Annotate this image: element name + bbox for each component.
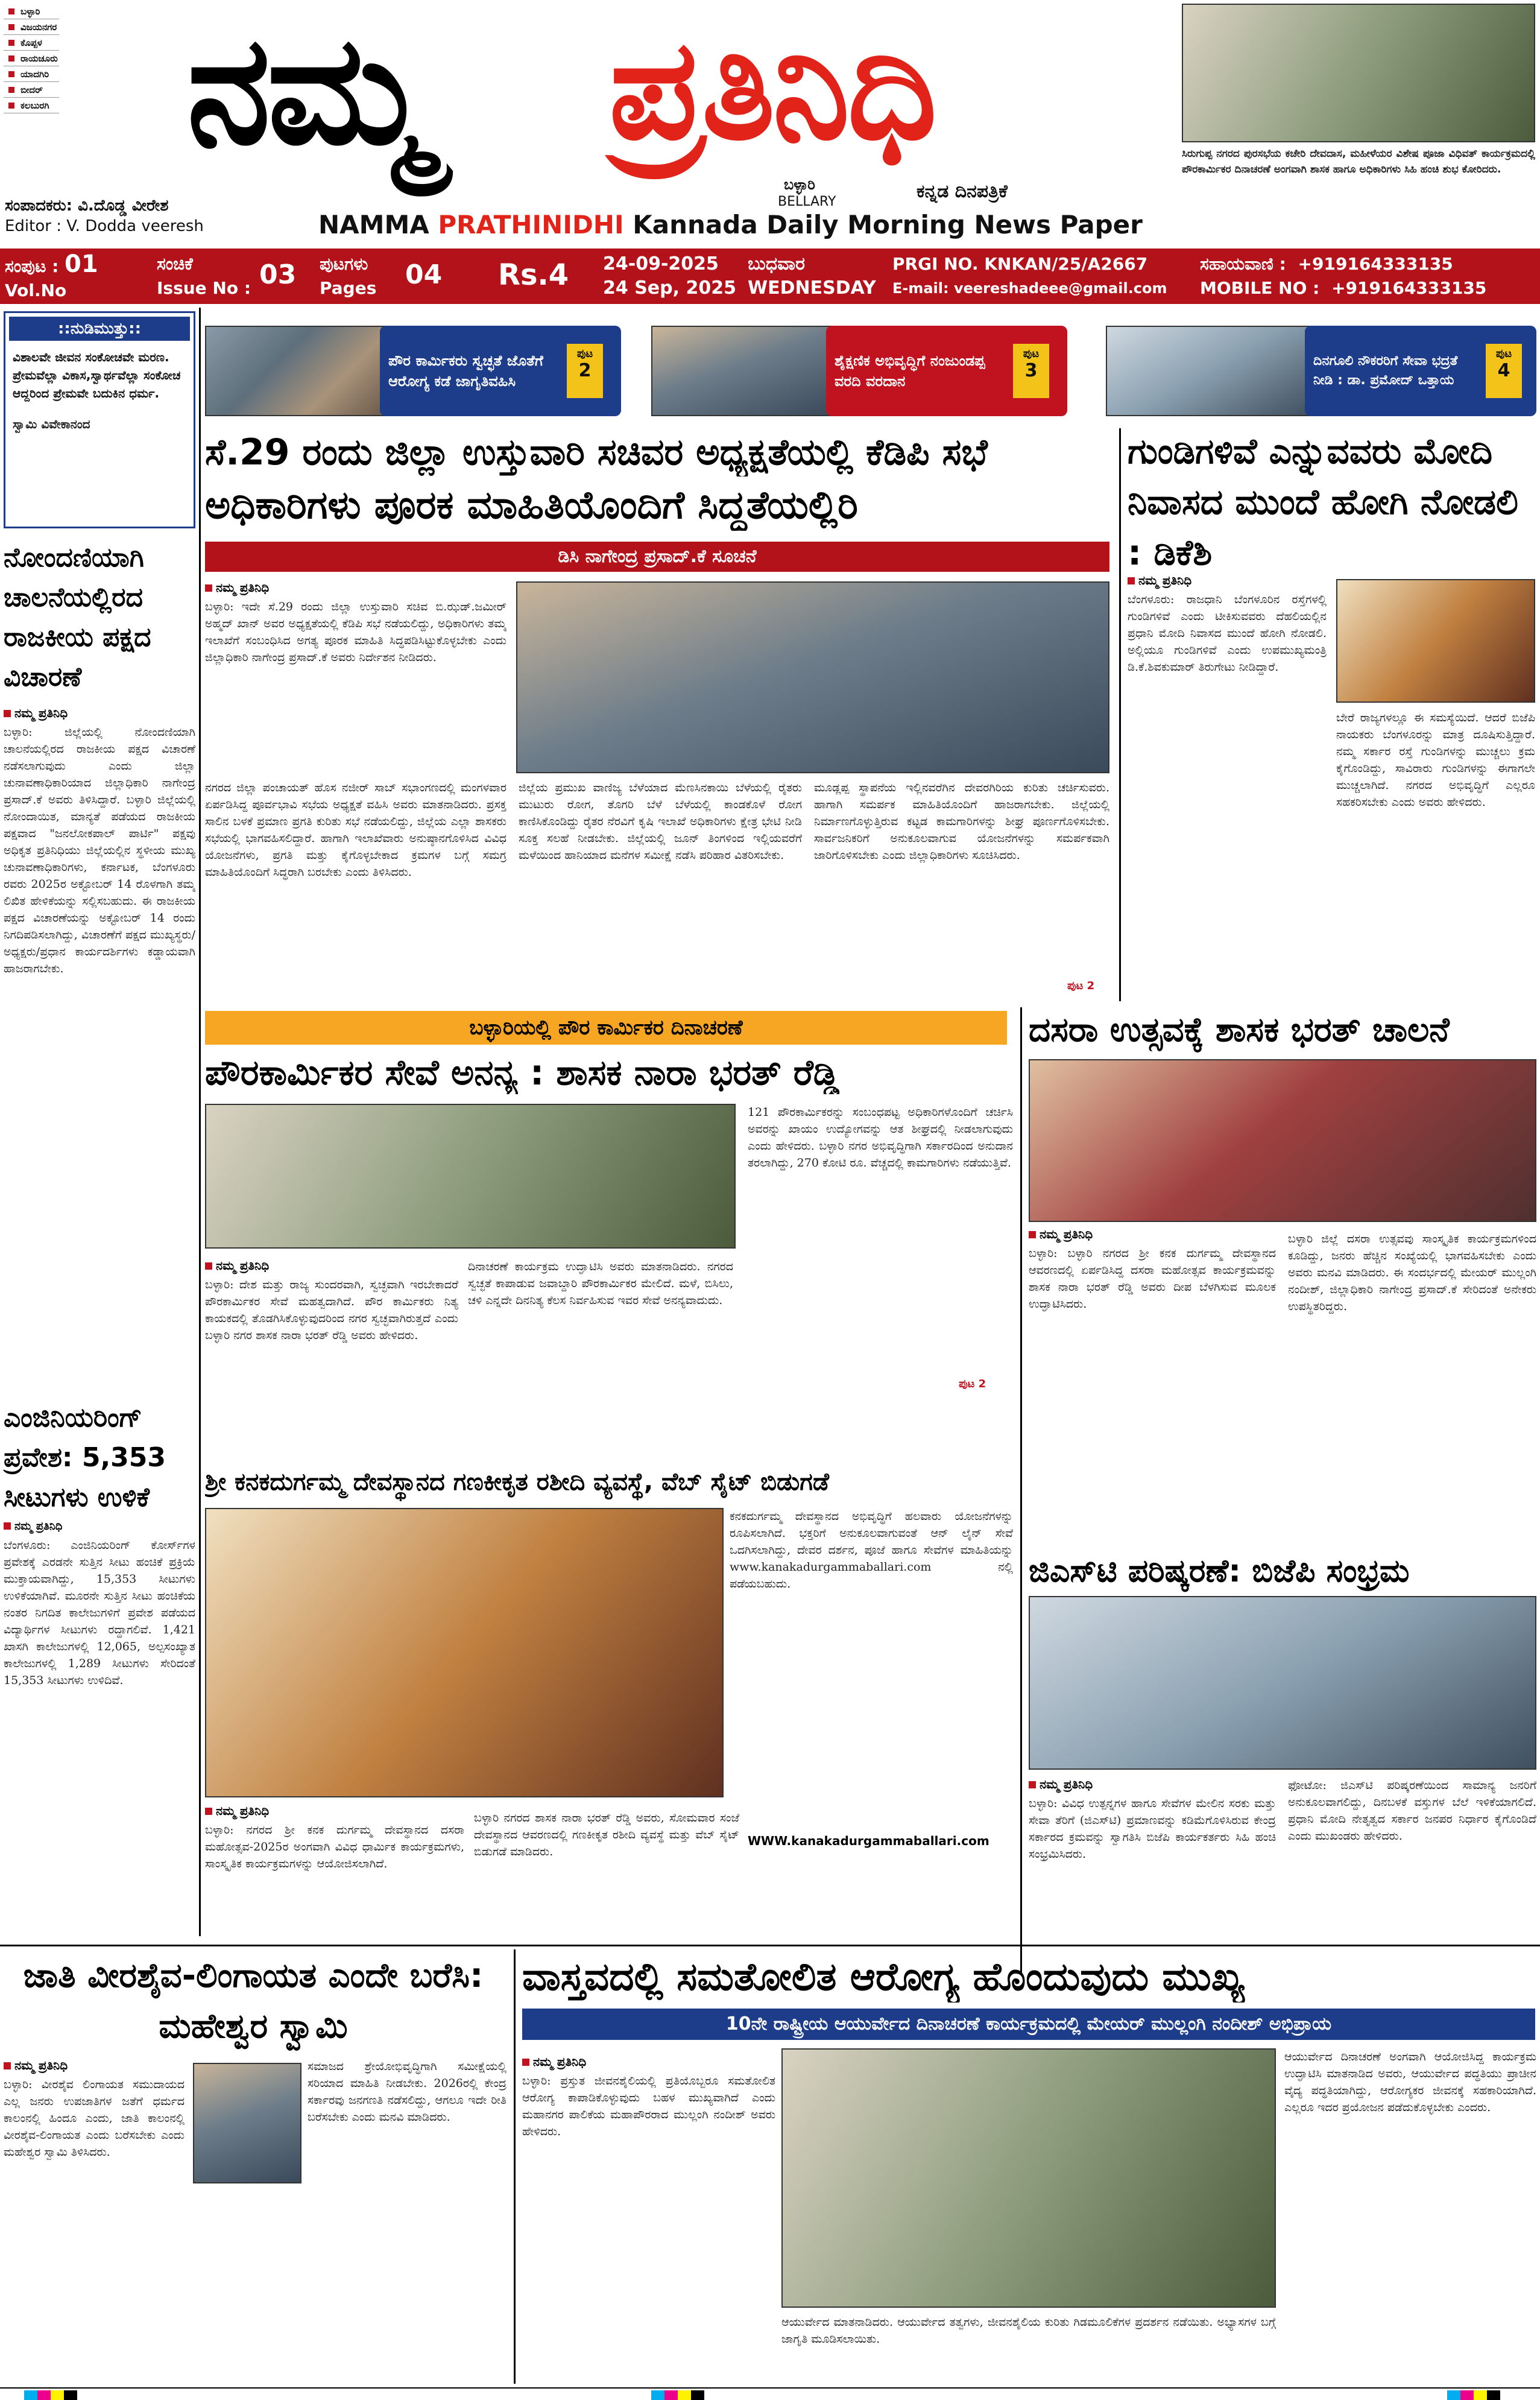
divider <box>1020 1007 1022 1972</box>
gst-photo <box>1029 1596 1536 1770</box>
gst-text-2: ಫೋಟೋ: ಜಿಎಸ್‌ಟಿ ಪರಿಷ್ಕರಣೆಯಿಂದ ಸಾಮಾನ್ಯ ಜನರಿಗೆ ಅನುಕೂಲವಾಗಲಿದ್ದು, ದಿನಬಳಕೆ ವಸ್ತುಗಳ ಬೆಲೆ ಇಳಿಕೆಯಾಗಲಿದೆ. ಪ್ರಧಾನಿ ಮೋದಿ ನೇತೃತ್ವದ ಸರ್ಕಾರ ಜನಪರ ನಿರ್ಧಾರ ಕೈಗೊಂಡಿದೆ ಎಂದು ಮುಖಂಡರು ಹೇಳಿದರು. <box>1288 1779 1536 1843</box>
caste-photo <box>193 2063 301 2183</box>
teaser-1-page <box>567 344 603 398</box>
masthead-daily-kn: ಕನ್ನಡ ದಿನಪತ್ರಿಕೆ <box>917 181 1008 202</box>
engg-text: ಬೆಂಗಳೂರು: ಎಂಜಿನಿಯರಿಂಗ್ ಕೋರ್ಸ್‌ಗಳ ಪ್ರವೇಶಕ್ಕೆ ಎರಡನೇ ಸುತ್ತಿನ ಸೀಟು ಹಂಚಿಕೆ ಪ್ರಕ್ರಿಯೆ ಮುಕ್ತಾಯವಾಗಿದ್ದು, 15,353 ಸೀಟುಗಳು ಉಳಿಕೆಯಾಗಿವೆ. ಮೂರನೇ ಸುತ್ತಿನ ಸೀಟು ಹಂಚಿಕೆಯ ನಂತರ ನಿಗದಿತ ಕಾಲೇಜುಗಳಿಗೆ ಪ್ರವೇಶ ಪಡೆಯದ ವಿದ್ಯಾರ್ಥಿಗಳ ಸೀಟುಗಳು ರದ್ದಾಗಲಿವೆ. 1,421 ಖಾಸಗಿ ಕಾಲೇಜುಗಳಲ್ಲಿ 12,065, ಅಲ್ಪಸಂಖ್ಯಾತ ಕಾಲೇಜುಗಳಲ್ಲಿ 1,289 ಸೀಟುಗಳು ಸೇರಿದಂತೆ 15,353 ಸೀಟುಗಳು ಉಳಿದಿವೆ. <box>4 1539 195 1687</box>
lead-col-4: ಮೂಡ್ಲಪ್ಪ ಸ್ಥಾಪನೆಯ ಇಲ್ಲಿನವರೆಗಿನ ದೇವರಗಿರಿಯ ಕುರಿತು ಚರ್ಚಿಸುವರು. ಹಾಗಾಗಿ ಸಮರ್ಪಕ ಮಾಹಿತಿಯೊಂದಿಗೆ ಹಾಜರಾಗಬೇಕು. ಜಿಲ್ಲೆಯಲ್ಲಿ ನಿರ್ಮಾಣಗೊಳ್ಳುತ್ತಿರುವ ಕಟ್ಟಡ ಕಾಮಗಾರಿಗಳನ್ನು ಶೀಘ್ರ ಪೂರ್ಣಗೊಳಿಸಬೇಕು. ಸಾರ್ವಜನಿಕರಿಗೆ ಅನುಕೂಲವಾಗುವ ಯೋಜನೆಗಳನ್ನು ಸಮರ್ಪಕವಾಗಿ ಜಾರಿಗೊಳಿಸಬೇಕು ಎಂದು ಜಿಲ್ಲಾಧಿಕಾರಿಗಳು ಸೂಚಿಸಿದರು. <box>814 781 1109 862</box>
edition-item: ಬೀದರ್ <box>4 82 59 98</box>
lead-strap: ಡಿಸಿ ನಾಗೇಂದ್ರ ಪ್ರಸಾದ್.ಕೆ ಸೂಚನೆ <box>205 542 1109 572</box>
day-en: WEDNESDAY <box>748 277 876 299</box>
dasara-photo <box>1029 1059 1536 1222</box>
lead-photo <box>516 581 1109 773</box>
survey-byline: ನಮ್ಮ ಪ್ರತಿನಿಧಿ <box>4 706 68 720</box>
helpline-block <box>1200 252 1486 300</box>
date-block <box>603 252 736 300</box>
lead-headline-2: ಅಧಿಕಾರಿಗಳು ಪೂರಕ ಮಾಹಿತಿಯೊಂದಿಗೆ ಸಿದ್ಧತೆಯಲ್ಲಿರಿ <box>205 483 858 528</box>
gst-byline: ನಮ್ಮ ಪ್ರತಿನಿಧಿ <box>1029 1777 1093 1791</box>
teaser-2[interactable] <box>826 326 1067 416</box>
dk-headline: ಗುಂಡಿಗಳಿವೆ ಎನ್ನುವವರು ಮೋದಿ ನಿವಾಸದ ಮುಂದೆ ಹೋಗಿ ನೋಡಲಿ : ಡಿಕೆಶಿ <box>1128 431 1519 573</box>
help-label: ಸಹಾಯವಾಣಿ : <box>1200 254 1286 274</box>
edition-item: ಕಲಬುರಗಿ <box>4 98 59 113</box>
tagline-rest: Kannada Daily Morning News Paper <box>633 210 1143 239</box>
divider <box>199 308 201 1936</box>
teaser-3[interactable] <box>1305 326 1536 416</box>
lead-col-1: ಬಳ್ಳಾರಿ: ಇದೇ ಸೆ.29 ರಂದು ಜಿಲ್ಲಾ ಉಸ್ತುವಾರಿ ಸಚಿವ ಬಿ.ಝಡ್.ಜಮೀರ್ ಅಹ್ಮದ್ ಖಾನ್ ಅವರ ಅಧ್ಯಕ್ಷತೆಯಲ್ಲಿ ಕೆಡಿಪಿ ಸಭೆ ನಡೆಯಲಿದ್ದು, ಅಧಿಕಾರಿಗಳು ತಮ್ಮ ಇಲಾಖೆಗೆ ಸಂಬಂಧಿಸಿದ ಅಗತ್ಯ ಪೂರಕ ಮಾಹಿತಿ ಸಿದ್ಧಪಡಿಸಿಟ್ಟುಕೊಳ್ಳಬೇಕು ಎಂದು ಜಿಲ್ಲಾಧಿಕಾರಿ ನಾಗೇಂದ್ರ ಪ್ರಸಾದ್.ಕೆ ಅವರು ನಿರ್ದೇಶನ ನೀಡಿದರು. <box>205 600 506 664</box>
edition-item: ಯಾದಗಿರಿ <box>4 66 59 82</box>
ayurveda-headline: ವಾಸ್ತವದಲ್ಲಿ ಸಮತೋಲಿತ ಆರೋಗ್ಯ ಹೊಂದುವುದು ಮುಖ್ಯ <box>522 1955 1245 1999</box>
temple-byline: ನಮ್ಮ ಪ್ರತಿನಿಧಿ <box>205 1803 269 1818</box>
survey-text: ಬಳ್ಳಾರಿ: ಜಿಲ್ಲೆಯಲ್ಲಿ ನೋಂದಣಿಯಾಗಿ ಚಾಲನೆಯಲ್ಲಿರದ ರಾಜಕೀಯ ಪಕ್ಷದ ವಿಚಾರಣೆ ನಡೆಸಲಾಗುವುದು ಎಂದು ಜಿಲ್ಲಾ ಚುನಾವಣಾಧಿಕಾರಿಯಾದ ಜಿಲ್ಲಾಧಿಕಾರಿ ನಾಗೇಂದ್ರ ಪ್ರಸಾದ್.ಕೆ ಅವರು ತಿಳಿಸಿದ್ದಾರೆ. ಬಳ್ಳಾರಿ ಜಿಲ್ಲೆಯಲ್ಲಿ ನೋಂದಾಯಿತ, ಮಾನ್ಯತೆ ಪಡೆಯದ ರಾಜಕೀಯ ಪಕ್ಷವಾದ "ಜನಲೋಕಪಾಲ್ ಪಾರ್ಟಿ" ಪಕ್ಷವು ಅಧಿಕೃತ ಪ್ರತಿನಿಧಿಯು ಜಿಲ್ಲೆಯಲ್ಲಿನ ಸ್ಥಳೀಯ ಮುಖ್ಯ ಚುನಾವಣಾಧಿಕಾರಿಗಳು, ಕರ್ನಾಟಕ, ಬೆಂಗಳೂರು ರವರು 2025ರ ಅಕ್ಟೋಬರ್ 14 ರೊಳಗಾಗಿ ತಮ್ಮ ಲಿಖಿತ ಹೇಳಿಕೆಯನ್ನು ಸಲ್ಲಿಸಬಹುದು. ಈ ರಾಜಕೀಯ ಪಕ್ಷದ ವಿಚಾರಣೆಯನ್ನು ಅಕ್ಟೋಬರ್ 14 ರಂದು ನಿಗದಿಪಡಿಸಲಾಗಿದ್ದು, ವಿಚಾರಣೆಗೆ ಪಕ್ಷದ ಮುಖ್ಯಸ್ಥರು/ಅಧ್ಯಕ್ಷರು/ಪ್ರಧಾನ ಕಾರ್ಯದರ್ಶಿಗಳು ಕಡ್ಡಾಯವಾಗಿ ಹಾಜರಾಗಬೇಕು. <box>4 726 195 975</box>
prgi-block <box>892 252 1167 300</box>
poura-text-left: ಬಳ್ಳಾರಿ: ದೇಶ ಮತ್ತು ರಾಜ್ಯ ಸುಂದರವಾಗಿ, ಸ್ವಚ್ಛವಾಗಿ ಇರಬೇಕಾದರೆ ಪೌರಕಾರ್ಮಿಕರ ಸೇವೆ ಮಹತ್ವದಾಗಿದೆ. ಪೌರ ಕಾರ್ಮಿಕರು ನಿತ್ಯ ಕಾಯಕದಲ್ಲಿ ತೊಡಗಿಸಿಕೊಳ್ಳುವುದರಿಂದ ನಗರ ಸ್ವಚ್ಛವಾಗಿರುತ್ತದೆ ಎಂದು ಬಳ್ಳಾರಿ ನಗರ ಶಾಸಕ ನಾರಾ ಭರತ್ ರೆಡ್ಡಿ ಅವರು ಹೇಳಿದರು. <box>205 1278 458 1342</box>
teaser-3-page-num: 4 <box>1497 360 1510 381</box>
masthead-title-left: ನಮ್ಮ <box>187 2 428 178</box>
quote-text: ವಿಶಾಲವೇ ಜೀವನ ಸಂಕೋಚವೇ ಮರಣ. ಪ್ರೇಮವೆಲ್ಲಾ ವಿಕಾಸ,ಸ್ವಾರ್ಥವೆಲ್ಲಾ ಸಂಕೋಚ ಆದ್ದರಿಂದ ಪ್ರೇಮವೇ ಬದುಕಿನ ಧರ್ಮ. <box>13 350 181 401</box>
poura-text-mid: ದಿನಾಚರಣೆ ಕಾರ್ಯಕ್ರಮ ಉದ್ಘಾಟಿಸಿ ಅವರು ಮಾತನಾಡಿದರು. ನಗರದ ಸ್ವಚ್ಛತೆ ಕಾಪಾಡುವ ಜವಾಬ್ದಾರಿ ಪೌರಕಾರ್ಮಿಕರ ಮೇಲಿದೆ. ಮಳೆ, ಬಿಸಿಲು, ಚಳಿ ಎನ್ನದೇ ದಿನನಿತ್ಯ ಕೆಲಸ ನಿರ್ವಹಿಸುವ ಇವರ ಸೇವೆ ಅನನ್ಯವಾದುದು. <box>468 1260 733 1307</box>
issue-label-en: Issue No : <box>157 278 251 298</box>
teaser-2-page <box>1013 344 1049 398</box>
top-photo-caption: ಸಿರುಗುಪ್ಪ ನಗರದ ಪುರಸಭೆಯ ಕಚೇರಿ ದೇವದಾಸ, ಮಹೀಳೆಯರ ವಿಶೇಷ ಪೂಜಾ ವಿಧಿವತ್ ಕಾರ್ಯಕ್ರಮದಲ್ಲಿ ಪೌರಕಾರ್ಮಿಕರ ದಿನಾಚರಣೆ ಅಂಗವಾಗಿ ಶಾಸಕ ಹಾಗೂ ಅಧಿಕಾರಿಗಳು ಸಿಹಿ ಹಂಚಿ ಶುಭ ಕೋರಿದರು. <box>1182 148 1535 176</box>
dasara-text-2: ಬಳ್ಳಾರಿ ಜಿಲ್ಲೆ ದಸರಾ ಉತ್ಸವವು ಸಾಂಸ್ಕೃತಿಕ ಕಾರ್ಯಕ್ರಮಗಳಿಂದ ಕೂಡಿದ್ದು, ಜನರು ಹೆಚ್ಚಿನ ಸಂಖ್ಯೆಯಲ್ಲಿ ಭಾಗವಹಿಸಬೇಕು ಎಂದು ಅವರು ಮನವಿ ಮಾಡಿದರು. ಈ ಸಂದರ್ಭದಲ್ಲಿ ಮೇಯರ್ ಮುಲ್ಲಂಗಿ ನಂದೀಶ್, ಜಿಲ್ಲಾಧಿಕಾರಿ ನಾಗೇಂದ್ರ ಪ್ರಸಾದ್.ಕೆ ಸೇರಿದಂತೆ ಅನೇಕರು ಉಪಸ್ಥಿತರಿದ್ದರು. <box>1288 1232 1536 1313</box>
tagline-namma: NAMMA <box>318 210 429 239</box>
help-number: +919164333135 <box>1298 254 1453 274</box>
temple-text-2: ಬಳ್ಳಾರಿ ನಗರದ ಶಾಸಕ ನಾರಾ ಭರತ್ ರೆಡ್ಡಿ ಅವರು, ಸೋಮವಾರ ಸಂಜೆ ದೇವಸ್ಥಾನದ ಆವರಣದಲ್ಲಿ ಗಣಕೀಕೃತ ರಶೀದಿ ವ್ಯವಸ್ಥೆ ಮತ್ತು ವೆಬ್ ಸೈಟ್ ಬಿಡುಗಡೆ ಮಾಡಿದರು. <box>474 1811 739 1858</box>
dk-text-1: ಬೆಂಗಳೂರು: ರಾಜಧಾನಿ ಬೆಂಗಳೂರಿನ ರಸ್ತೆಗಳಲ್ಲಿ ಗುಂಡಿಗಳಿವೆ ಎಂದು ಟೀಕಿಸುವವರು ದೆಹಲಿಯಲ್ಲಿನ ಪ್ರಧಾನಿ ಮೋದಿ ನಿವಾಸದ ಮುಂದೆ ಹೋಗಿ ನೋಡಲಿ. ಅಲ್ಲಿಯೂ ಗುಂಡಿಗಳಿವೆ ಎಂದು ಉಪಮುಖ್ಯಮಂತ್ರಿ ಡಿ.ಕೆ.ಶಿವಕುಮಾರ್ ತಿರುಗೇಟು ನೀಡಿದ್ದಾರೆ. <box>1128 593 1327 674</box>
edition-item: ರಾಯಚೂರು <box>4 51 59 66</box>
poura-photo <box>205 1104 736 1249</box>
info-issue <box>157 252 251 300</box>
pages-label-en: Pages <box>320 278 377 298</box>
temple-text-3: ಕನಕದುರ್ಗಮ್ಮ ದೇವಸ್ಥಾನದ ಅಭಿವೃದ್ಧಿಗೆ ಹಲವಾರು ಯೋಜನೆಗಳನ್ನು ರೂಪಿಸಲಾಗಿದೆ. ಭಕ್ತರಿಗೆ ಅನುಕೂಲವಾಗುವಂತೆ ಆನ್ ಲೈನ್ ಸೇವೆ ಒದಗಿಸಲಾಗಿದ್ದು, ದೇವರ ದರ್ಶನ, ಪೂಜೆ ಹಾಗೂ ಸೇವೆಗಳ ಮಾಹಿತಿಯನ್ನು www.kanakadurgammaballari.com ನಲ್ಲಿ ಪಡೆಯಬಹುದು. <box>730 1510 1013 1591</box>
ayurveda-text-1: ಬಳ್ಳಾರಿ: ಪ್ರಸ್ತುತ ಜೀವನಶೈಲಿಯಲ್ಲಿ ಪ್ರತಿಯೊಬ್ಬರೂ ಸಮತೋಲಿತ ಆರೋಗ್ಯ ಕಾಪಾಡಿಕೊಳ್ಳುವುದು ಬಹಳ ಮುಖ್ಯವಾಗಿದೆ ಎಂದು ಮಹಾನಗರ ಪಾಲಿಕೆಯ ಮಹಾಪೌರರಾದ ಮುಲ್ಲಂಗಿ ನಂದೀಶ್ ಅವರು ಹೇಳಿದರು. <box>522 2074 775 2138</box>
quote-author: ಸ್ವಾಮಿ ವಿವೇಕಾನಂದ <box>13 417 90 431</box>
poura-text-right: 121 ಪೌರಕಾರ್ಮಿಕರನ್ನು ಸಂಬಂಧಪಟ್ಟ ಅಧಿಕಾರಿಗಳೊಂದಿಗೆ ಚರ್ಚಿಸಿ ಅವರನ್ನು ಖಾಯಂ ಉದ್ಯೋಗವನ್ನು ಆತ ಶೀಘ್ರದಲ್ಲಿ ನೀಡಲಾಗುವುದು ಎಂದು ಹೇಳಿದರು. ಬಳ್ಳಾರಿ ನಗರ ಅಭಿವೃದ್ಧಿಗಾಗಿ ಸರ್ಕಾರದಿಂದ ಅನುದಾನ ತರಲಾಗಿದ್ದು, 270 ಕೋಟಿ ರೂ. ವೆಚ್ಚದಲ್ಲಿ ಕಾಮಗಾರಿಗಳು ನಡೆಯುತ್ತಿವೆ. <box>748 1106 1013 1170</box>
teaser-1-page-label: ಪುಟ <box>576 347 593 360</box>
edition-item: ವಿಜಯನಗರ <box>4 19 59 35</box>
dasara-text-1: ಬಳ್ಳಾರಿ: ಬಳ್ಳಾರಿ ನಗರದ ಶ್ರೀ ಕನಕ ದುರ್ಗಮ್ಮ ದೇವಸ್ಥಾನದ ಆವರಣದಲ್ಲಿ ಏರ್ಪಡಿಸಿದ್ದ ದಸರಾ ಮಹೋತ್ಸವ ಕಾರ್ಯಕ್ರಮವನ್ನು ಶಾಸಕ ನಾರಾ ಭರತ್ ರೆಡ್ಡಿ ಅವರು ದೀಪ ಬೆಳಗಿಸುವ ಮೂಲಕ ಉದ್ಘಾಟಿಸಿದರು. <box>1029 1247 1276 1311</box>
masthead-title-right: ಪ್ರತಿನಿಧಿ <box>609 10 935 171</box>
temple-text-1: ಬಳ್ಳಾರಿ: ನಗರದ ಶ್ರೀ ಕನಕ ದುರ್ಗಮ್ಮ ದೇವಸ್ಥಾನದ ದಸರಾ ಮಹೋತ್ಸವ-2025ರ ಅಂಗವಾಗಿ ವಿವಿಧ ಧಾರ್ಮಿಕ ಕಾರ್ಯಕ್ರಮಗಳು, ಸಾಂಸ್ಕೃತಿಕ ಕಾರ್ಯಕ್ರಮಗಳನ್ನು ಆಯೋಜಿಸಲಾಗಿದೆ. <box>205 1823 464 1870</box>
teaser-2-text: ಶೈಕ್ಷಣಿಕ ಅಭಿವೃದ್ಧಿಗೆ ನಂಜುಂಡಪ್ಪ ವರದಿ ವರದಾನ <box>835 352 985 390</box>
day-block <box>748 252 876 300</box>
mobile-number: +919164333135 <box>1331 278 1487 298</box>
poura-headline: ಪೌರಕಾರ್ಮಿಕರ ಸೇವೆ ಅನನ್ಯ : ಶಾಸಕ ನಾರಾ ಭರತ್ ರೆಡ್ಡಿ <box>205 1052 839 1093</box>
dk-photo <box>1336 579 1535 703</box>
caste-headline: ಜಾತಿ ವೀರಶೈವ-ಲಿಂಗಾಯತ ಎಂದೇ ಬರೆಸಿ: ಮಹೇಶ್ವರ ಸ್ವಾಮಿ <box>23 1956 484 2046</box>
lead-byline: ನಮ್ಮ ಪ್ರತಿನಿಧಿ <box>205 580 269 595</box>
vol-value: 01 <box>65 250 98 278</box>
teaser-3-text: ದಿನಗೂಲಿ ನೌಕರರಿಗೆ ಸೇವಾ ಭದ್ರತೆ ನೀಡಿ : ಡಾ. ಪ್ರಮೋದ್ ಒತ್ತಾಯ <box>1313 353 1458 388</box>
teaser-1-photo <box>205 326 386 416</box>
lead-col-2: ನಗರದ ಜಿಲ್ಲಾ ಪಂಚಾಯತ್ ಹೊಸ ನಜೀರ್ ಸಾಬ್ ಸಭಾಂಗಣದಲ್ಲಿ ಮಂಗಳವಾರ ಏರ್ಪಡಿಸಿದ್ದ ಪೂರ್ವಭಾವಿ ಸಭೆಯ ಅಧ್ಯಕ್ಷತೆ ವಹಿಸಿ ಅವರು ಮಾತನಾಡಿದರು. ಪ್ರಸಕ್ತ ಸಾಲಿನ ಬಳಕೆ ಪ್ರಮಾಣ ಪ್ರಗತಿ ಕುರಿತು ಸಭೆ ನಡೆಯಲಿದ್ದು, ಜಿಲ್ಲೆಯ ಎಲ್ಲಾ ಶಾಸಕರು ಸಭೆಯಲ್ಲಿ ಭಾಗವಹಿಸಲಿದ್ದಾರೆ. ಹಾಗಾಗಿ ಇಲಾಖೆವಾರು ಅನುಷ್ಠಾನಗೊಳಿಸಿದ ವಿವಿಧ ಯೋಜನೆಗಳು, ಪ್ರಗತಿ ಮತ್ತು ಕೈಗೊಳ್ಳಬೇಕಾದ ಕ್ರಮಗಳ ಬಗ್ಗೆ ಸಮಗ್ರ ಮಾಹಿತಿಯೊಂದಿಗೆ ಸಿದ್ಧರಾಗಿ ಬರಬೇಕು ಎಂದು ತಿಳಿಸಿದರು. <box>205 781 506 879</box>
edition-item: ಕೊಪ್ಪಳ <box>4 35 59 51</box>
issue-label-kn: ಸಂಚಿಕೆ <box>157 254 193 274</box>
vol-label-kn: ಸಂಪುಟ : <box>5 256 59 276</box>
ayurveda-text-3: ಆಯುರ್ವೇದ ಮಾತನಾಡಿದರು. ಆಯುರ್ವೇದ ತತ್ವಗಳು, ಜೀವನಶೈಲಿಯ ಕುರಿತು ಗಿಡಮೂಲಿಕೆಗಳ ಪ್ರದರ್ಶನ ನಡೆಯಿತು. ಅಭ್ಯಾಸಗಳ ಬಗ್ಗೆ ಜಾಗೃತಿ ಮೂಡಿಸಲಾಯಿತು. <box>781 2316 1276 2346</box>
top-news-photo <box>1182 4 1535 142</box>
ayurveda-text-2: ಆಯುರ್ವೇದ ದಿನಾಚರಣೆ ಅಂಗವಾಗಿ ಆಯೋಜಿಸಿದ್ದ ಕಾರ್ಯಕ್ರಮ ಉದ್ಘಾಟಿಸಿ ಮಾತನಾಡಿದ ಅವರು, ಆಯುರ್ವೇದ ಪದ್ಧತಿಯು ಪ್ರಾಚೀನ ವೈದ್ಯ ಪದ್ಧತಿಯಾಗಿದ್ದು, ಆರೋಗ್ಯಕರ ಜೀವನಕ್ಕೆ ಸಹಕಾರಿಯಾಗಿದೆ. ಎಲ್ಲರೂ ಇದರ ಪ್ರಯೋಜನ ಪಡೆದುಕೊಳ್ಳಬೇಕು ಎಂದರು. <box>1284 2050 1536 2114</box>
day-kn: ಬುಧವಾರ <box>748 253 805 274</box>
date-numeric: 24-09-2025 <box>603 253 719 274</box>
masthead-place-en: BELLARY <box>778 194 836 209</box>
survey-headline: ನೋಂದಣಿಯಾಗಿ ಚಾಲನೆಯಲ್ಲಿರದ ರಾಜಕೀಯ ಪಕ್ಷದ ವಿಚಾರಣೆ <box>4 542 151 692</box>
editor-kn: ಸಂಪಾದಕರು: ವಿ.ದೊಡ್ಡ ವೀರೇಶ <box>5 197 169 215</box>
pages-label-kn: ಪುಟಗಳು <box>320 254 368 274</box>
info-volume <box>5 252 98 303</box>
temple-website-link[interactable]: WWW.kanakadurgammaballari.com <box>748 1834 989 1848</box>
price: Rs.4 <box>498 258 569 292</box>
mobile-label: MOBILE NO : <box>1200 278 1320 298</box>
engg-byline: ನಮ್ಮ ಪ್ರತಿನಿಧಿ <box>4 1520 62 1533</box>
pages-value: 04 <box>405 259 443 290</box>
issue-value: 03 <box>259 259 297 290</box>
tagline-prathinidhi: PRATHINIDHI <box>438 210 624 239</box>
ayurveda-photo <box>781 2048 1276 2308</box>
teaser-1-text: ಪೌರ ಕಾರ್ಮಿಕರು ಸ್ವಚ್ಛತೆ ಜೊತೆಗೆ ಆರೋಗ್ಯ ಕಡೆ ಜಾಗೃತಿವಹಿಸಿ <box>388 352 543 390</box>
caste-text-1: ಬಳ್ಳಾರಿ: ವೀರಶೈವ ಲಿಂಗಾಯತ ಸಮುದಾಯದ ಎಲ್ಲ ಜನರು ಉಪಜಾತಿಗಳ ಜತೆಗೆ ಧರ್ಮದ ಕಾಲಂನಲ್ಲಿ ಹಿಂದೂ ಎಂದು, ಜಾತಿ ಕಾಲಂನಲ್ಲಿ ವೀರಶೈವ-ಲಿಂಗಾಯತ ಎಂದು ಬರೆಸಬೇಕು ಎಂದು ಮಹೇಶ್ವರ ಸ್ವಾಮಿ ತಿಳಿಸಿದರು. <box>4 2078 185 2159</box>
gst-text-1: ಬಳ್ಳಾರಿ: ವಿವಿಧ ಉತ್ಪನ್ನಗಳ ಹಾಗೂ ಸೇವೆಗಳ ಮೇಲಿನ ಸರಕು ಮತ್ತು ಸೇವಾ ತೆರಿಗೆ (ಜಿಎಸ್‌ಟಿ) ಪ್ರಮಾಣವನ್ನು ಕಡಿಮೆಗೊಳಿಸಿರುವ ಕೇಂದ್ರ ಸರ್ಕಾರದ ಕ್ರಮವನ್ನು ಸ್ವಾಗತಿಸಿ ಬಿಜೆಪಿ ಕಾರ್ಯಕರ್ತರು ಸಿಹಿ ಹಂಚಿ ಸಂಭ್ರಮಿಸಿದರು. <box>1029 1797 1276 1861</box>
lead-continued: ಪುಟ 2 <box>1067 980 1095 992</box>
divider <box>514 1949 516 2384</box>
masthead-place-kn: ಬಳ್ಳಾರಿ <box>784 176 815 193</box>
tagline <box>318 210 1143 239</box>
gst-headline: ಜಿಎಸ್‌ಟಿ ಪರಿಷ್ಕರಣೆ: ಬಿಜೆಪಿ ಸಂಭ್ರಮ <box>1029 1553 1410 1589</box>
email: E-mail: veereshadeee@gmail.com <box>892 280 1167 297</box>
poura-byline: ನಮ್ಮ ಪ್ರತಿನಿಧಿ <box>205 1258 269 1273</box>
poura-continued: ಪುಟ 2 <box>959 1378 986 1390</box>
ayurveda-byline: ನಮ್ಮ ಪ್ರತಿನಿಧಿ <box>522 2054 586 2069</box>
poura-banner: ಬಳ್ಳಾರಿಯಲ್ಲಿ ಪೌರ ಕಾರ್ಮಿಕರ ದಿನಾಚರಣೆ <box>205 1011 1007 1045</box>
teaser-2-page-label: ಪುಟ <box>1023 347 1040 360</box>
divider <box>0 1945 1540 1946</box>
teaser-1[interactable] <box>380 326 621 416</box>
info-pages <box>320 252 376 300</box>
teaser-3-photo <box>1106 326 1311 416</box>
engg-headline: ಎಂಜಿನಿಯರಿಂಗ್ ಪ್ರವೇಶ: 5,353 ಸೀಟುಗಳು ಉಳಿಕೆ <box>4 1402 166 1513</box>
lead-col-3: ಜಿಲ್ಲೆಯ ಪ್ರಮುಖ ವಾಣಿಜ್ಯ ಬೆಳೆಯಾದ ಮೆಣಸಿನಕಾಯಿ ಬೆಳೆಯಲ್ಲಿ ರೈತರು ಮುಟುರು ರೋಗ, ತೊಗರಿ ಬೆಳೆ ಬೆಳೆಯಲ್ಲಿ ಕಾಂಡಕೊಳೆ ರೋಗ ಕಾಣಿಸಿಕೊಂಡಿದ್ದು ರೈತರ ನೆರವಿಗೆ ಕೃಷಿ ಇಲಾಖೆ ಅಧಿಕಾರಿಗಳು ಕ್ಷೇತ್ರ ಭೇಟಿ ನೀಡಿ ಸೂಕ್ತ ಸಲಹೆ ನೀಡಬೇಕು. ಜಿಲ್ಲೆಯಲ್ಲಿ ಜೂನ್ ತಿಂಗಳಿಂದ ಇಲ್ಲಿಯವರೆಗೆ ಮಳೆಯಿಂದ ಹಾನಿಯಾದ ಮನೆಗಳ ಸಮೀಕ್ಷೆ ನಡೆಸಿ ಪರಿಹಾರ ವಿತರಿಸಬೇಕು. <box>519 781 802 862</box>
teaser-2-photo <box>651 326 832 416</box>
editor-en: Editor : V. Dodda veeresh <box>5 217 204 235</box>
temple-headline: ಶ್ರೀ ಕನಕದುರ್ಗಮ್ಮ ದೇವಸ್ಥಾನದ ಗಣಕೀಕೃತ ರಶೀದಿ ವ್ಯವಸ್ಥೆ, ವೆಬ್ ಸೈಟ್ ಬಿಡುಗಡೆ <box>205 1468 829 1496</box>
quote-heading: ::ನುಡಿಮುತ್ತು:: <box>9 317 190 341</box>
teaser-3-page-label: ಪುಟ <box>1495 347 1512 360</box>
date-text: 24 Sep, 2025 <box>603 277 736 299</box>
dk-byline: ನಮ್ಮ ಪ್ರತಿನಿಧಿ <box>1128 573 1191 587</box>
caste-text-2: ಸಮಾಜದ ಶ್ರೇಯೋಭಿವೃದ್ಧಿಗಾಗಿ ಸಮೀಕ್ಷೆಯಲ್ಲಿ ಸರಿಯಾದ ಮಾಹಿತಿ ನೀಡಬೇಕು. 2026ರಲ್ಲಿ ಕೇಂದ್ರ ಸರ್ಕಾರವು ಜನಗಣತಿ ನಡೆಸಲಿದ್ದು, ಆಗಲೂ ಇದೇ ರೀತಿ ಬರೆಸಬೇಕು ಎಂದು ಮನವಿ ಮಾಡಿದರು. <box>308 2060 506 2124</box>
prgi-number: PRGI NO. KNKAN/25/A2667 <box>892 254 1148 274</box>
teaser-1-page-num: 2 <box>578 360 592 381</box>
divider <box>1119 428 1121 1001</box>
dasara-headline: ದಸರಾ ಉತ್ಸವಕ್ಕೆ ಶಾಸಕ ಭರತ್ ಚಾಲನೆ <box>1029 1010 1450 1050</box>
ayurveda-strap: 10ನೇ ರಾಷ್ಟ್ರೀಯ ಆಯುರ್ವೇದ ದಿನಾಚರಣೆ ಕಾರ್ಯಕ್ರಮದಲ್ಲಿ ಮೇಯರ್ ಮುಲ್ಲಂಗಿ ನಂದೀಶ್ ಅಭಿಪ್ರಾಯ <box>522 2009 1535 2040</box>
dasara-byline: ನಮ್ಮ ಪ್ರತಿನಿಧಿ <box>1029 1227 1093 1241</box>
quote-box <box>4 311 195 528</box>
edition-item: ಬಳ್ಳಾರಿ <box>4 4 59 19</box>
temple-photo <box>205 1508 724 1797</box>
vol-label-en: Vol.No <box>5 280 67 300</box>
teaser-3-page <box>1486 344 1522 398</box>
teaser-2-page-num: 3 <box>1024 360 1038 381</box>
edition-list <box>4 4 59 113</box>
lead-headline-1: ಸೆ.29 ರಂದು ಜಿಲ್ಲಾ ಉಸ್ತುವಾರಿ ಸಚಿವರ ಅಧ್ಯಕ್ಷತೆಯಲ್ಲಿ ಕೆಡಿಪಿ ಸಭೆ <box>205 431 988 473</box>
registration-marks <box>0 2387 1540 2400</box>
caste-byline: ನಮ್ಮ ಪ್ರತಿನಿಧಿ <box>4 2058 68 2072</box>
dk-text-2: ಬೇರೆ ರಾಜ್ಯಗಳಲ್ಲೂ ಈ ಸಮಸ್ಯೆಯಿದೆ. ಆದರೆ ಬಿಜೆಪಿ ನಾಯಕರು ಬೆಂಗಳೂರನ್ನು ಮಾತ್ರ ದೂಷಿಸುತ್ತಿದ್ದಾರೆ. ನಮ್ಮ ಸರ್ಕಾರ ರಸ್ತೆ ಗುಂಡಿಗಳನ್ನು ಮುಚ್ಚಲು ಕ್ರಮ ಕೈಗೊಂಡಿದ್ದು, ಸಾವಿರಾರು ಗುಂಡಿಗಳನ್ನು ಈಗಾಗಲೇ ಮುಚ್ಚಲಾಗಿದೆ. ನಗರದ ಅಭಿವೃದ್ಧಿಗೆ ಎಲ್ಲರೂ ಸಹಕರಿಸಬೇಕು ಎಂದು ಅವರು ಹೇಳಿದರು. <box>1336 711 1535 809</box>
